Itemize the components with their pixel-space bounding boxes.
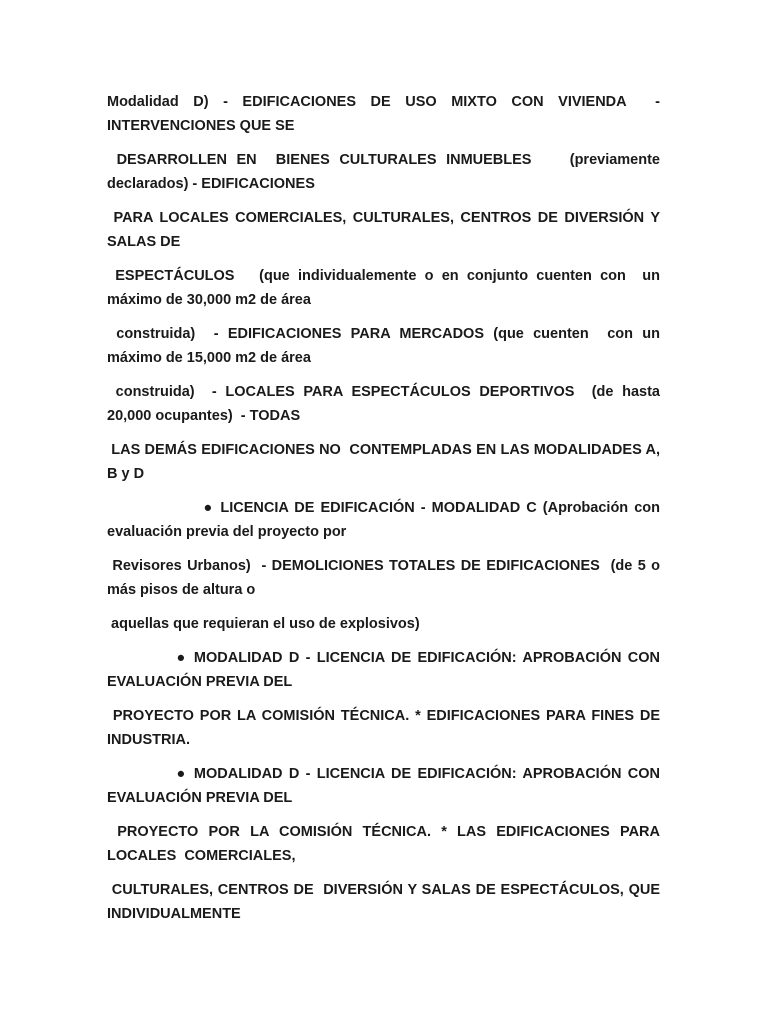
paragraph: Modalidad D) - EDIFICACIONES DE USO MIXTO CON VIVIENDA - INTERVENCIONES QUE SE [107, 94, 665, 134]
paragraph: ESPECTÁCULOS (que individualemente o en conjunto cuenten con un máximo de 30,000 m2 de área [107, 268, 665, 308]
paragraph: PARA LOCALES COMERCIALES, CULTURALES, CENTROS DE DIVERSIÓN Y SALAS DE [107, 210, 665, 250]
bullet-paragraph: ● LICENCIA DE EDIFICACIÓN - MODALIDAD C (Aprobación con evaluación previa del proyecto por [107, 500, 665, 540]
bullet-paragraph: ● MODALIDAD D - LICENCIA DE EDIFICACIÓN: APROBACIÓN CON EVALUACIÓN PREVIA DEL [107, 650, 665, 690]
paragraph: construida) - LOCALES PARA ESPECTÁCULOS DEPORTIVOS (de hasta 20,000 ocupantes) - TODAS [107, 384, 665, 424]
paragraph: Revisores Urbanos) - DEMOLICIONES TOTALES DE EDIFICACIONES (de 5 o más pisos de altura o [107, 558, 665, 598]
bullet-paragraph: ● MODALIDAD D - LICENCIA DE EDIFICACIÓN: APROBACIÓN CON EVALUACIÓN PREVIA DEL [107, 766, 665, 806]
document-body [107, 90, 665, 936]
paragraph: LAS DEMÁS EDIFICACIONES NO CONTEMPLADAS EN LAS MODALIDADES A, B y D [107, 442, 665, 482]
paragraph: DESARROLLEN EN BIENES CULTURALES INMUEBLES (previamente declarados) - EDIFICACIONES [107, 152, 665, 192]
paragraph: CULTURALES, CENTROS DE DIVERSIÓN Y SALAS DE ESPECTÁCULOS, QUE INDIVIDUALMENTE [107, 882, 665, 922]
paragraph: construida) - EDIFICACIONES PARA MERCADOS (que cuenten con un máximo de 15,000 m2 de área [107, 326, 665, 366]
paragraph: aquellas que requieran el uso de explosivos) [107, 616, 420, 632]
paragraph: PROYECTO POR LA COMISIÓN TÉCNICA. * LAS EDIFICACIONES PARA LOCALES COMERCIALES, [107, 824, 665, 864]
paragraph: PROYECTO POR LA COMISIÓN TÉCNICA. * EDIFICACIONES PARA FINES DE INDUSTRIA. [107, 708, 665, 748]
